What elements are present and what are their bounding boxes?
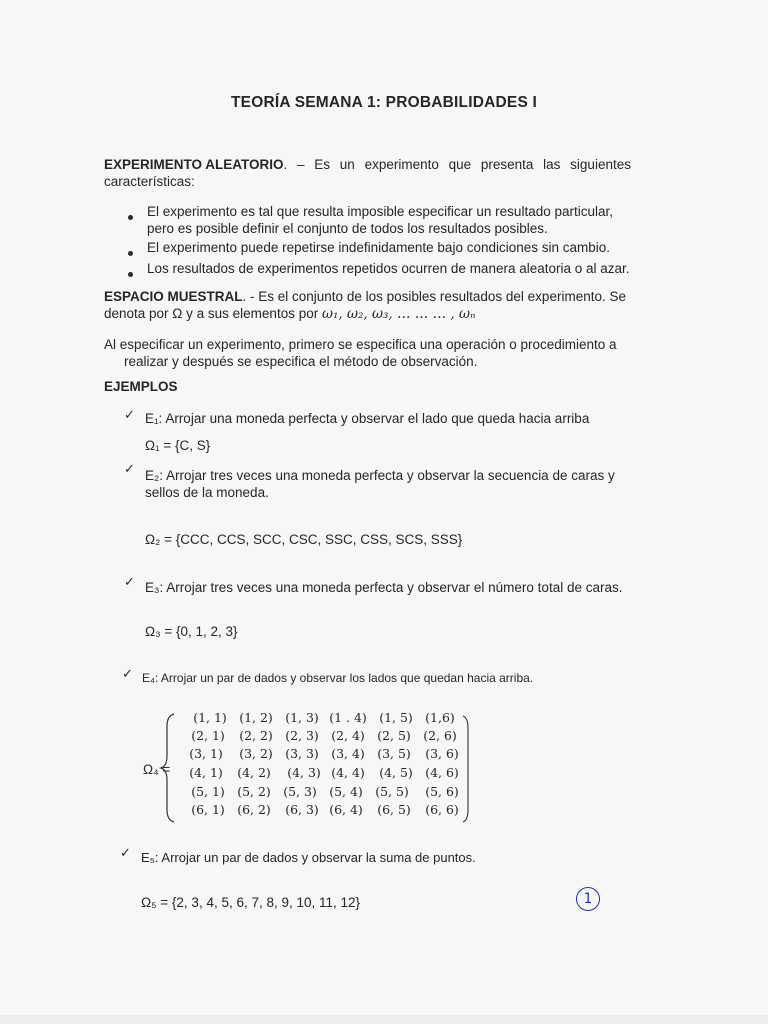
- page-number-circle: 1: [576, 887, 600, 911]
- matrix-cell: (5, 6): [425, 784, 459, 799]
- experimento-line2: características:: [104, 174, 195, 189]
- example-3-space: Ω₃ = {0, 1, 2, 3}: [145, 624, 238, 639]
- matrix-cell: (2, 1): [191, 728, 225, 743]
- matrix-cell: (3, 3): [285, 746, 319, 761]
- matrix-cell: (2, 3): [285, 728, 319, 743]
- bullet-dot-icon: [128, 243, 133, 261]
- matrix-cell: (1, 5): [379, 710, 413, 725]
- matrix-row: [172, 802, 474, 820]
- matrix-cell: (6, 2): [237, 802, 271, 817]
- checkmark-icon: ✓: [124, 408, 135, 423]
- matrix-cell: (6, 4): [329, 802, 363, 817]
- matrix-cell: (2, 5): [377, 728, 411, 743]
- matrix-row: [172, 784, 474, 802]
- matrix-cell: (4, 3): [287, 765, 321, 780]
- matrix-cell: (1 . 4): [329, 710, 367, 725]
- example-4-label: E₄: Arrojar un par de dados y observar los lados que quedan hacia arriba.: [142, 671, 534, 685]
- matrix-row: [172, 710, 474, 728]
- especificar-line2: realizar y después se especifica el método de observación.: [124, 354, 478, 369]
- espacio-elements: ω₁, ω₂, ω₃, … … … , ωₙ: [321, 306, 476, 322]
- matrix-cell: (4, 2): [237, 765, 271, 780]
- matrix-cell: (1,6): [425, 710, 455, 725]
- matrix-cell: (6, 6): [425, 802, 459, 817]
- page-title: TEORÍA SEMANA 1: PROBABILIDADES I: [231, 94, 537, 111]
- matrix-cell: (4, 4): [331, 765, 365, 780]
- espacio-line2: denota por Ω y a sus elementos por: [104, 306, 319, 321]
- matrix-cell: (6, 5): [377, 802, 411, 817]
- matrix-cell: (5, 4): [329, 784, 363, 799]
- example-4-space: Ω₄ =: [143, 762, 171, 777]
- matrix-cell: (3, 2): [239, 746, 273, 761]
- espacio-line1: . - Es el conjunto de los posibles resultados del experimento. Se: [242, 289, 626, 304]
- matrix-cell: (3, 1): [189, 746, 223, 761]
- experimento-term: EXPERIMENTO ALEATORIO: [104, 157, 284, 172]
- matrix-cell: (6, 3): [285, 802, 319, 817]
- bullet-dot-icon: [128, 207, 133, 225]
- matrix-cell: (4, 1): [189, 765, 223, 780]
- example-5-space: Ω₅ = {2, 3, 4, 5, 6, 7, 8, 9, 10, 11, 12}: [141, 895, 361, 910]
- espacio-term: ESPACIO MUESTRAL: [104, 289, 243, 304]
- sample-space-matrix: [172, 710, 474, 822]
- bullet-item-3: Los resultados de experimentos repetidos ocurren de manera aleatoria o al azar.: [147, 261, 630, 276]
- matrix-cell: (2, 4): [331, 728, 365, 743]
- checkmark-icon: ✓: [120, 846, 131, 861]
- matrix-cell: (1, 2): [239, 710, 273, 725]
- ejemplos-heading: EJEMPLOS: [104, 379, 178, 394]
- espacio-paragraph: [104, 288, 626, 305]
- example-1-label: E₁: Arrojar una moneda perfecta y observar el lado que queda hacia arriba: [145, 411, 590, 426]
- experimento-line1: . – Es un experimento que presenta las siguientes: [283, 157, 631, 172]
- matrix-row: [172, 728, 474, 746]
- matrix-cell: (6, 1): [191, 802, 225, 817]
- checkmark-icon: ✓: [124, 462, 135, 477]
- especificar-line1: Al especificar un experimento, primero se especifica una operación o procedimiento a: [104, 337, 617, 352]
- matrix-cell: (4, 6): [425, 765, 459, 780]
- matrix-cell: (3, 5): [377, 746, 411, 761]
- matrix-cell: (3, 6): [425, 746, 459, 761]
- matrix-cell: (4, 5): [379, 765, 413, 780]
- espacio-line2-wrap: [104, 305, 475, 323]
- matrix-row: [172, 746, 474, 764]
- matrix-cell: (2, 6): [423, 728, 457, 743]
- matrix-cell: (3, 4): [331, 746, 365, 761]
- matrix-cell: (5, 5): [375, 784, 409, 799]
- matrix-cell: (5, 3): [283, 784, 317, 799]
- example-2-space: Ω₂ = {CCC, CCS, SCC, CSC, SSC, CSS, SCS, SSS}: [145, 532, 463, 547]
- matrix-cell: (5, 1): [191, 784, 225, 799]
- checkmark-icon: ✓: [124, 575, 135, 590]
- scan-bottom-edge: [0, 1015, 768, 1024]
- bullet-item-1-line1: El experimento es tal que resulta imposible especificar un resultado particular,: [147, 204, 613, 219]
- matrix-cell: (5, 2): [237, 784, 271, 799]
- example-3-label: E₃: Arrojar tres veces una moneda perfecta y observar el número total de caras.: [145, 580, 623, 595]
- checkmark-icon: ✓: [122, 667, 133, 682]
- experimento-paragraph: [104, 156, 631, 173]
- example-2-label: E₂: Arrojar tres veces una moneda perfecta y observar la secuencia de caras y: [145, 468, 615, 483]
- example-2-label-line2: sellos de la moneda.: [145, 485, 269, 500]
- matrix-row: [172, 765, 474, 783]
- example-1-space: Ω₁ = {C, S}: [145, 438, 211, 453]
- example-5-label: E₅: Arrojar un par de dados y observar la suma de puntos.: [141, 850, 476, 865]
- matrix-cell: (1, 1): [193, 710, 227, 725]
- bullet-item-1-line2: pero es posible definir el conjunto de todos los resultados posibles.: [147, 221, 548, 236]
- matrix-cell: (2, 2): [239, 728, 273, 743]
- bullet-dot-icon: [128, 264, 133, 282]
- bullet-item-2: El experimento puede repetirse indefinidamente bajo condiciones sin cambio.: [147, 240, 611, 255]
- matrix-cell: (1, 3): [285, 710, 319, 725]
